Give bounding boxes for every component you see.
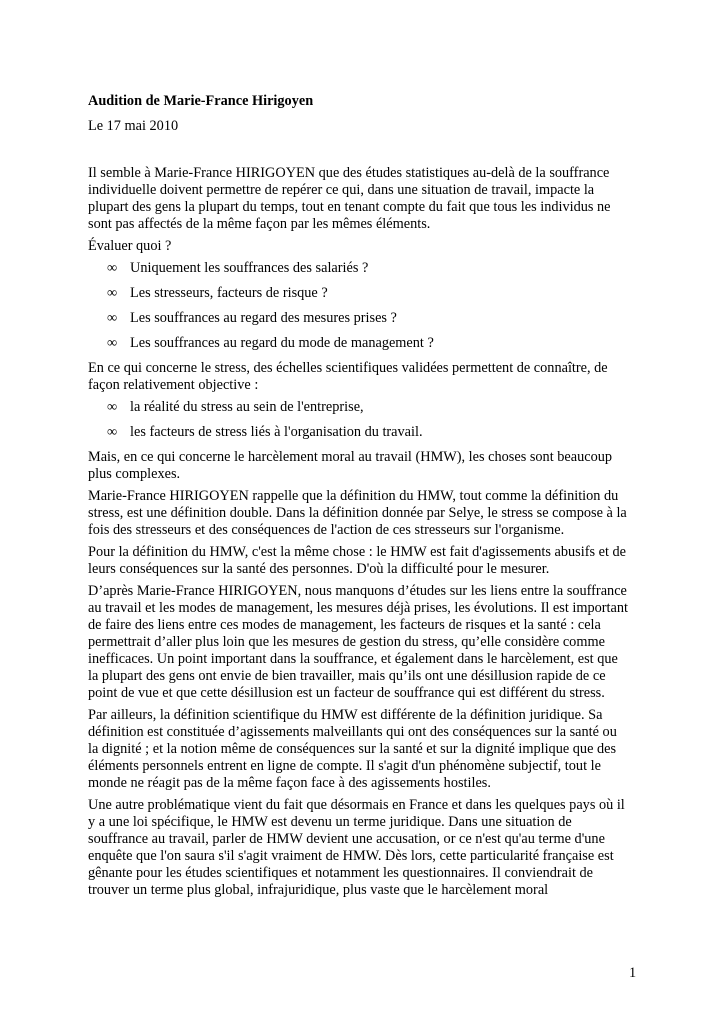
paragraph-1: Il semble à Marie-France HIRIGOYEN que des études statistiques au-delà de la souffrance individuelle doivent permettre de repérer ce qui, dans une situation de travail, impacte la plupart des gens la plupart du temps, tout en tenant compte du fait que tous les individus ne sont pas affectés de la même façon par les mêmes éléments. xyxy=(88,165,611,232)
infinity-bullet-icon: ∞ xyxy=(107,399,118,415)
paragraph-hmw-definition: Pour la définition du HMW, c'est la même chose : le HMW est fait d'agissements abusifs et de leurs conséquences sur la santé des personnes. D'où la difficulté pour le mesurer. xyxy=(88,544,626,577)
list-item: ∞ Uniquement les souffrances des salariés ? xyxy=(107,260,369,276)
document-page xyxy=(88,92,639,904)
list-item: ∞ Les stresseurs, facteurs de risque ? xyxy=(107,285,328,301)
paragraph-legal-term: Une autre problématique vient du fait que désormais en France et dans les quelques pays où il y a une loi spécifique, le HMW est devenu un terme juridique. Dans une situation de souffrance au travail, parler de HMW devient une accusation, or ce n'est qu'au terme d'une enquête que l'on saura s'il s'agit vraiment de HMW. Dès lors, cette particularité française est gênante pour les études scientifiques et notamment les questionnaires. Il conviendrait de trouver un terme plus global, infrajuridique, plus vaste que le harcèlement moral xyxy=(88,797,625,898)
infinity-bullet-icon: ∞ xyxy=(107,285,118,301)
paragraph-hmw-complex: Mais, en ce qui concerne le harcèlement moral au travail (HMW), les choses sont beaucoup plus complexes. xyxy=(88,449,613,482)
paragraph-management: D’après Marie-France HIRIGOYEN, nous manquons d’études sur les liens entre la souffrance au travail et les modes de management, les mesures déjà prises, les évolutions. Il est important de faire des liens entre ces modes de management, les facteurs de risques et la santé : cela permettrait d’aller plus loin que les mesures de gestion du stress, qu’elle considère comme inefficaces. Un point important dans la souffrance, et également dans le harcèlement, est que la plupart des gens ont envie de bien travailler, mais qu’ils ont une désillusion rapide de ce point de vue et que cette désillusion est un facteur de souffrance qui est différent du stress. xyxy=(88,583,628,701)
paragraph-definition-double: Marie-France HIRIGOYEN rappelle que la définition du HMW, tout comme la définition du stress, est une définition double. Dans la définition donnée par Selye, le stress se compose à la fois des stresseurs et des conséquences de l'action de ces stresseurs sur l'organisme. xyxy=(88,488,627,538)
infinity-bullet-icon: ∞ xyxy=(107,310,118,326)
document-date: Le 17 mai 2010 xyxy=(88,118,179,134)
page-number: 1 xyxy=(629,965,637,981)
paragraph-scientific-vs-legal: Par ailleurs, la définition scientifique du HMW est différente de la définition juridique. Sa définition est constituée d’agissements malveillants qui ont des conséquences sur la santé ou la dignité ; et la notion même de conséquences sur la santé et sur la dignité implique que des éléments personnels entrent en ligne de compte. Il s'agit d'un phénomène subjectif, tout le monde ne réagit pas de la même façon face à des agissements hostiles. xyxy=(88,707,617,791)
infinity-bullet-icon: ∞ xyxy=(107,335,118,351)
paragraph-question: Évaluer quoi ? xyxy=(88,238,172,254)
paragraph-stress: En ce qui concerne le stress, des échelles scientifiques validées permettent de connaître, de façon relativement objective : xyxy=(88,360,608,393)
list-item: ∞ les facteurs de stress liés à l'organisation du travail. xyxy=(107,424,423,440)
infinity-bullet-icon: ∞ xyxy=(107,424,118,440)
list-item: ∞ Les souffrances au regard des mesures prises ? xyxy=(107,310,397,326)
bullet-list-1 xyxy=(88,260,639,352)
list-item: ∞ Les souffrances au regard du mode de management ? xyxy=(107,335,434,351)
document-title: Audition de Marie-France Hirigoyen xyxy=(88,93,314,109)
infinity-bullet-icon: ∞ xyxy=(107,260,118,276)
list-item: ∞ la réalité du stress au sein de l'entreprise, xyxy=(107,399,364,415)
bullet-list-2 xyxy=(88,399,639,441)
